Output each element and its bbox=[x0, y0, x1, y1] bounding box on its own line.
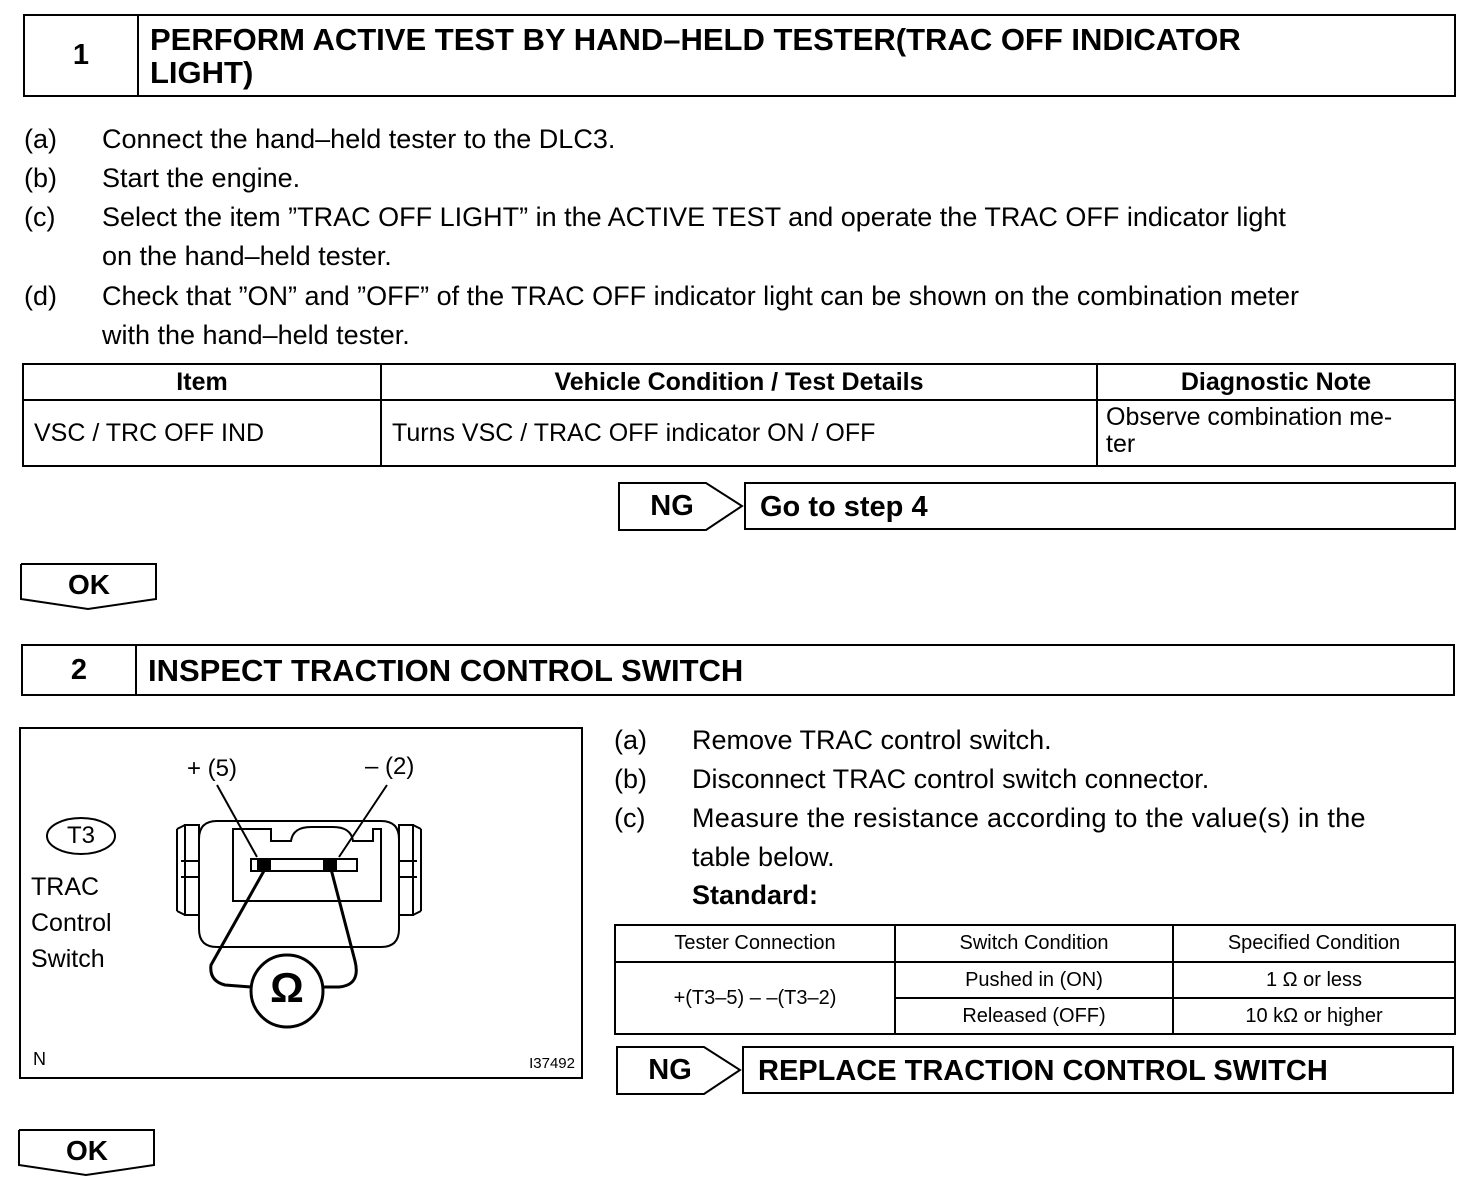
step1-instruction-c bbox=[24, 198, 1464, 278]
caption-line1: TRAC bbox=[31, 873, 100, 901]
table-cell-note bbox=[1097, 400, 1455, 466]
resistance-table bbox=[614, 924, 1456, 1035]
diagram-corner-letter: N bbox=[33, 1049, 46, 1069]
instruction-text-cont: with the hand–held tester. bbox=[102, 320, 410, 350]
step2-ok-result bbox=[18, 1129, 158, 1177]
instruction-text: Start the engine. bbox=[102, 163, 301, 193]
instruction-text: Disconnect TRAC control switch connector. bbox=[692, 764, 1210, 794]
table-cell-details: Turns VSC / TRAC OFF indicator ON / OFF bbox=[381, 400, 1097, 466]
instruction-text: Check that ”ON” and ”OFF” of the TRAC OFF indicator light can be shown on the combination meter bbox=[102, 281, 1300, 311]
ng-action-text: REPLACE TRACTION CONTROL SWITCH bbox=[758, 1055, 1328, 1087]
step1-ok-result bbox=[20, 563, 160, 611]
figure-code: I37492 bbox=[529, 1055, 575, 1072]
instruction-text: Select the item ”TRAC OFF LIGHT” in the ACTIVE TEST and operate the TRAC OFF indicator light bbox=[102, 202, 1286, 232]
instruction-text-cont: table below. bbox=[692, 842, 835, 872]
ng-label: NG bbox=[648, 1054, 692, 1086]
instruction-label: (b) bbox=[614, 764, 647, 794]
active-test-table bbox=[22, 363, 1456, 467]
step1-number: 1 bbox=[25, 16, 139, 95]
diagram-caption bbox=[31, 869, 112, 977]
ok-label: OK bbox=[68, 569, 110, 600]
instruction-text: Remove TRAC control switch. bbox=[692, 725, 1052, 755]
plus-terminal-label: + (5) bbox=[187, 755, 238, 782]
table-cell-spec: 10 kΩ or higher bbox=[1173, 998, 1455, 1034]
ohmmeter-icon: Ω bbox=[270, 964, 304, 1011]
table-cell-condition: Pushed in (ON) bbox=[895, 962, 1173, 998]
connector-code: T3 bbox=[66, 822, 95, 849]
instruction-text: Measure the resistance according to the value(s) in the bbox=[692, 803, 1366, 833]
table-header-condition: Switch Condition bbox=[895, 925, 1173, 962]
step1-title-line2: LIGHT) bbox=[150, 54, 254, 90]
caption-line2: Control bbox=[31, 909, 112, 937]
table-cell-condition: Released (OFF) bbox=[895, 998, 1173, 1034]
table-header-item: Item bbox=[23, 364, 381, 400]
step2-ng-result bbox=[616, 1046, 1456, 1096]
step2-number: 2 bbox=[23, 646, 137, 694]
ng-label: NG bbox=[650, 490, 694, 522]
step1-ng-result bbox=[618, 482, 1458, 532]
instruction-label: (a) bbox=[614, 725, 647, 755]
step2-instruction-c bbox=[614, 799, 1464, 879]
step2-instruction-a bbox=[614, 721, 1464, 761]
instruction-text-cont: on the hand–held tester. bbox=[102, 241, 392, 271]
note-line2: ter bbox=[1106, 430, 1136, 458]
table-cell-item: VSC / TRC OFF IND bbox=[23, 400, 381, 466]
step1-instruction-d bbox=[24, 277, 1464, 357]
step1-instruction-a bbox=[24, 120, 1464, 160]
ok-label: OK bbox=[66, 1135, 108, 1166]
step1-header bbox=[23, 14, 1456, 97]
caption-line3: Switch bbox=[31, 945, 105, 973]
instruction-label: (c) bbox=[24, 202, 56, 232]
ng-action-text: Go to step 4 bbox=[760, 491, 928, 523]
step2-title: INSPECT TRACTION CONTROL SWITCH bbox=[148, 652, 744, 688]
note-line1: Observe combination me- bbox=[1106, 403, 1393, 431]
ng-action-box bbox=[742, 1046, 1454, 1094]
connector-diagram bbox=[19, 727, 583, 1079]
instruction-label: (a) bbox=[24, 124, 57, 154]
step1-instruction-b bbox=[24, 159, 1464, 199]
table-header-details: Vehicle Condition / Test Details bbox=[381, 364, 1097, 400]
table-cell-spec: 1 Ω or less bbox=[1173, 962, 1455, 998]
instruction-text: Connect the hand–held tester to the DLC3. bbox=[102, 124, 616, 154]
minus-terminal-label: – (2) bbox=[365, 753, 415, 780]
standard-label: Standard: bbox=[692, 880, 819, 910]
table-header-spec: Specified Condition bbox=[1173, 925, 1455, 962]
instruction-label: (b) bbox=[24, 163, 57, 193]
step1-title bbox=[150, 16, 1444, 95]
instruction-label: (d) bbox=[24, 281, 57, 311]
step2-header bbox=[21, 644, 1455, 696]
table-header-note: Diagnostic Note bbox=[1097, 364, 1455, 400]
instruction-label: (c) bbox=[614, 803, 646, 833]
step1-title-line1: PERFORM ACTIVE TEST BY HAND–HELD TESTER(TRAC OFF INDICATOR bbox=[150, 21, 1241, 57]
table-cell-connection: +(T3–5) – –(T3–2) bbox=[615, 962, 895, 1034]
table-header-connection: Tester Connection bbox=[615, 925, 895, 962]
ng-action-box bbox=[744, 482, 1456, 530]
step2-instruction-b bbox=[614, 760, 1464, 800]
